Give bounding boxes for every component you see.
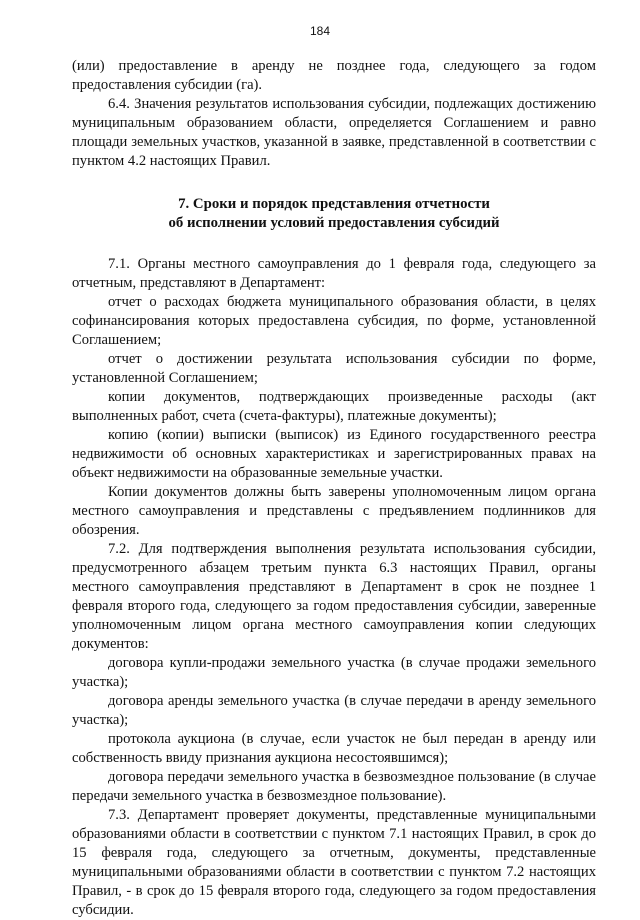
paragraph: Копии документов должны быть заверены уполномоченным лицом органа местного самоуправления и представлены с предъявлением подлинников для обозрения. bbox=[72, 484, 596, 538]
paragraph: 7.2. Для подтверждения выполнения результата использования субсидии, предусмотренного абзацем третьим пункта 6.3 настоящих Правил, органы местного самоуправления представляют в Департамент в срок не позднее 1 февраля второго года, следующего за годом предоставления субсидии, заверенные уполномоченным лицом органа местного самоуправления копии следующих документов: bbox=[72, 541, 596, 652]
paragraph: 7.1. Органы местного самоуправления до 1 февраля года, следующего за отчетным, представляют в Департамент: bbox=[72, 256, 596, 291]
paragraph: договора купли-продажи земельного участка (в случае продажи земельного участка); bbox=[72, 655, 596, 690]
page-number: 184 bbox=[309, 24, 331, 38]
paragraph: отчет о расходах бюджета муниципального образования области, в целях софинансирования которых предоставлена субсидия, по форме, установленной Соглашением; bbox=[72, 294, 596, 348]
section-heading bbox=[72, 195, 596, 233]
paragraph: договора аренды земельного участка (в случае передачи в аренду земельного участка); bbox=[72, 693, 596, 728]
paragraph: договора передачи земельного участка в безвозмездное пользование (в случае передачи земельного участка в безвозмездное пользование). bbox=[72, 769, 596, 804]
paragraph: 6.4. Значения результатов использования субсидии, подлежащих достижению муниципальным образованием области, определяется Соглашением и равно площади земельных участков, указанной в заявке, представленной в соответствии с пунктом 4.2 настоящих Правил. bbox=[72, 96, 596, 169]
paragraph: 7.3. Департамент проверяет документы, представленные муниципальными образованиями области в соответствии с пунктом 7.1 настоящих Правил, в срок до 15 февраля года, следующего за отчетным, документы, представленные муниципальными образованиями области в соответствии с пунктом 7.2 настоящих Правил, - в срок до 15 февраля второго года, следующего за годом предоставления субсидии. bbox=[72, 807, 596, 918]
section-title-line: 7. Сроки и порядок представления отчетности bbox=[178, 196, 490, 212]
paragraph: отчет о достижении результата использования субсидии по форме, установленной Соглашением; bbox=[72, 351, 596, 386]
section-title-line: об исполнении условий предоставления субсидий bbox=[168, 215, 500, 231]
paragraph: протокола аукциона (в случае, если участок не был передан в аренду или собственность ввиду признания аукциона несостоявшимся); bbox=[72, 731, 596, 766]
paragraph: копии документов, подтверждающих произведенные расходы (акт выполненных работ, счета (счета-фактуры), платежные документы); bbox=[72, 389, 596, 424]
document-body bbox=[72, 57, 596, 920]
paragraph: (или) предоставление в аренду не позднее года, следующего за годом предоставления субсидии (га). bbox=[72, 58, 596, 93]
paragraph: копию (копии) выписки (выписок) из Единого государственного реестра недвижимости об основных характеристиках и зарегистрированных правах на объект недвижимости на образованные земельные участки. bbox=[72, 427, 596, 481]
